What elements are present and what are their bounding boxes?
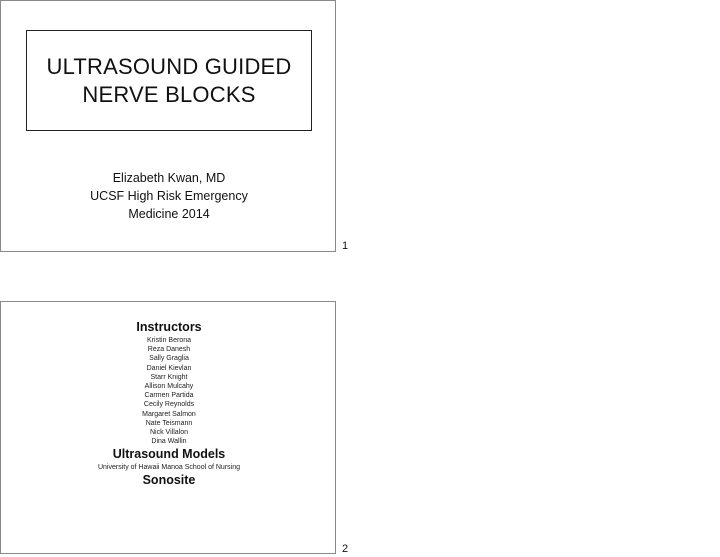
author-name: Elizabeth Kwan, MD [112,171,226,185]
models-heading: Ultrasound Models [112,447,226,462]
page-number-1: 1 [342,240,349,252]
author-affiliation: UCSF High Risk Emergency [90,189,248,203]
author-affiliation-year: Medicine 2014 [128,207,210,221]
models-source: University of Hawaii Manoa School of Nursing [97,464,240,472]
slide-2 [0,301,336,554]
instructor-name: Daniel Kievlan [146,364,192,372]
instructor-name: Sally Graglia [149,355,189,363]
title-box [26,30,312,131]
instructor-name: Dina Wallin [151,438,187,446]
title-line-1: ULTRASOUND GUIDED [46,53,292,79]
slide-1 [0,0,336,252]
instructor-name: Reza Danesh [147,346,191,354]
author-block [1,169,337,223]
instructor-list [1,336,337,446]
instructor-name: Starr Knight [150,373,188,381]
page-number-2: 2 [342,543,349,555]
instructor-name: Kristin Berona [147,337,191,344]
sponsor-name: Sonosite [142,473,196,488]
instructors-heading: Instructors [136,320,202,334]
instructor-name: Carmen Partida [144,392,194,400]
instructor-name: Nick Villalon [150,429,188,437]
instructor-name: Margaret Salmon [142,410,196,418]
instructor-name: Nate Teismann [145,419,193,427]
credits-block [1,319,337,489]
title-line-2: NERVE BLOCKS [82,81,256,107]
instructor-name: Cecily Reynolds [143,401,195,409]
instructor-name: Allison Mulcahy [144,383,194,391]
